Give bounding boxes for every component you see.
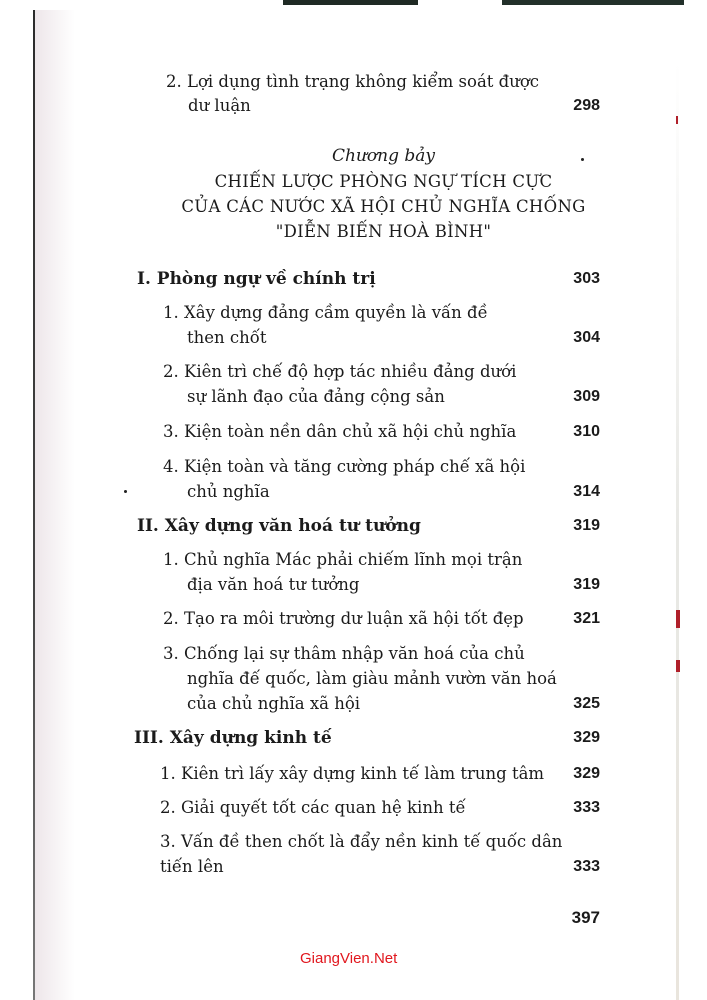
toc-entry-line1: 2. Giải quyết tốt các quan hệ kinh tế [160,798,466,817]
chapter-title-line: CỦA CÁC NƯỚC XÃ HỘI CHỦ NGHĨA CHỐNG [181,197,586,216]
watermark-link[interactable]: GiangVien.Net [300,950,398,967]
toc-page-number: 333 [573,799,600,816]
toc-entry-line2: nghĩa đế quốc, làm giàu mảnh vườn văn hoá [187,669,557,688]
toc-entry-line1: 1. Chủ nghĩa Mác phải chiếm lĩnh mọi trận [163,550,523,569]
toc-page-number: 325 [573,695,600,712]
toc-entry-line2: sự lãnh đạo của đảng cộng sản [187,387,445,406]
speck [581,158,584,161]
toc-page-number: 329 [573,729,600,746]
toc-page-number: 303 [573,270,600,287]
toc-page-number: 304 [573,329,600,346]
toc-page-number: 314 [573,483,600,500]
toc-entry-line1: 1. Xây dựng đảng cầm quyền là vấn đề [163,303,488,322]
speck [124,490,127,493]
chapter-title-line: CHIẾN LƯỢC PHÒNG NGỰ TÍCH CỰC [214,172,553,191]
toc-page-number: 319 [573,576,600,593]
toc-page-number: 321 [573,610,600,627]
toc-entry-line1: 2. Tạo ra môi trường dư luận xã hội tốt đẹp [163,609,524,628]
toc-page-number: 309 [573,388,600,405]
toc-page-number: 298 [573,97,600,114]
toc-entry-line2: chủ nghĩa [187,482,270,501]
toc-entry-line1: 3. Kiện toàn nền dân chủ xã hội chủ nghĩa [163,422,517,441]
page-edge-mark [676,610,680,628]
toc-entry-line1: 1. Kiên trì lấy xây dựng kinh tế làm trung tâm [160,764,545,783]
chapter-title-line: "DIỄN BIẾN HOÀ BÌNH" [275,222,492,241]
toc-entry-line1: 2. [166,72,182,91]
toc-page-number: 319 [573,517,600,534]
toc-entry-line1-text: Lợi dụng tình trạng không kiểm soát được [187,72,540,91]
page-edge-mark [676,116,678,124]
scan-edge-top-right [502,0,684,5]
toc-entry-line3: của chủ nghĩa xã hội [187,694,361,713]
chapter-label: Chương bảy [332,146,435,166]
toc-section-title: I. Phòng ngự về chính trị [137,269,376,289]
scan-edge-top-left [283,0,418,5]
toc-page-number: 333 [573,858,600,875]
toc-entry-line2: tiến lên [160,857,224,876]
page-number: 397 [571,908,600,927]
toc-page-number: 329 [573,765,600,782]
toc-entry-line1: 3. Vấn đề then chốt là đẩy nền kinh tế quốc dân [160,832,563,851]
toc-entry-line1: 3. Chống lại sự thâm nhập văn hoá của chủ [163,644,525,663]
toc-entry-line1: 2. Kiên trì chế độ hợp tác nhiều đảng dưới [163,362,517,381]
page-edge-mark [676,660,680,672]
toc-entry-line2: địa văn hoá tư tưởng [187,575,360,594]
toc-entry-line1: 4. Kiện toàn và tăng cường pháp chế xã hội [163,457,526,476]
toc-entry-line2: then chốt [187,328,267,347]
toc-section-title: II. Xây dựng văn hoá tư tưởng [137,516,421,536]
toc-entry-line2: dư luận [188,96,251,115]
toc-page-number: 310 [573,423,600,440]
toc-section-title: III. Xây dựng kinh tế [134,728,332,748]
